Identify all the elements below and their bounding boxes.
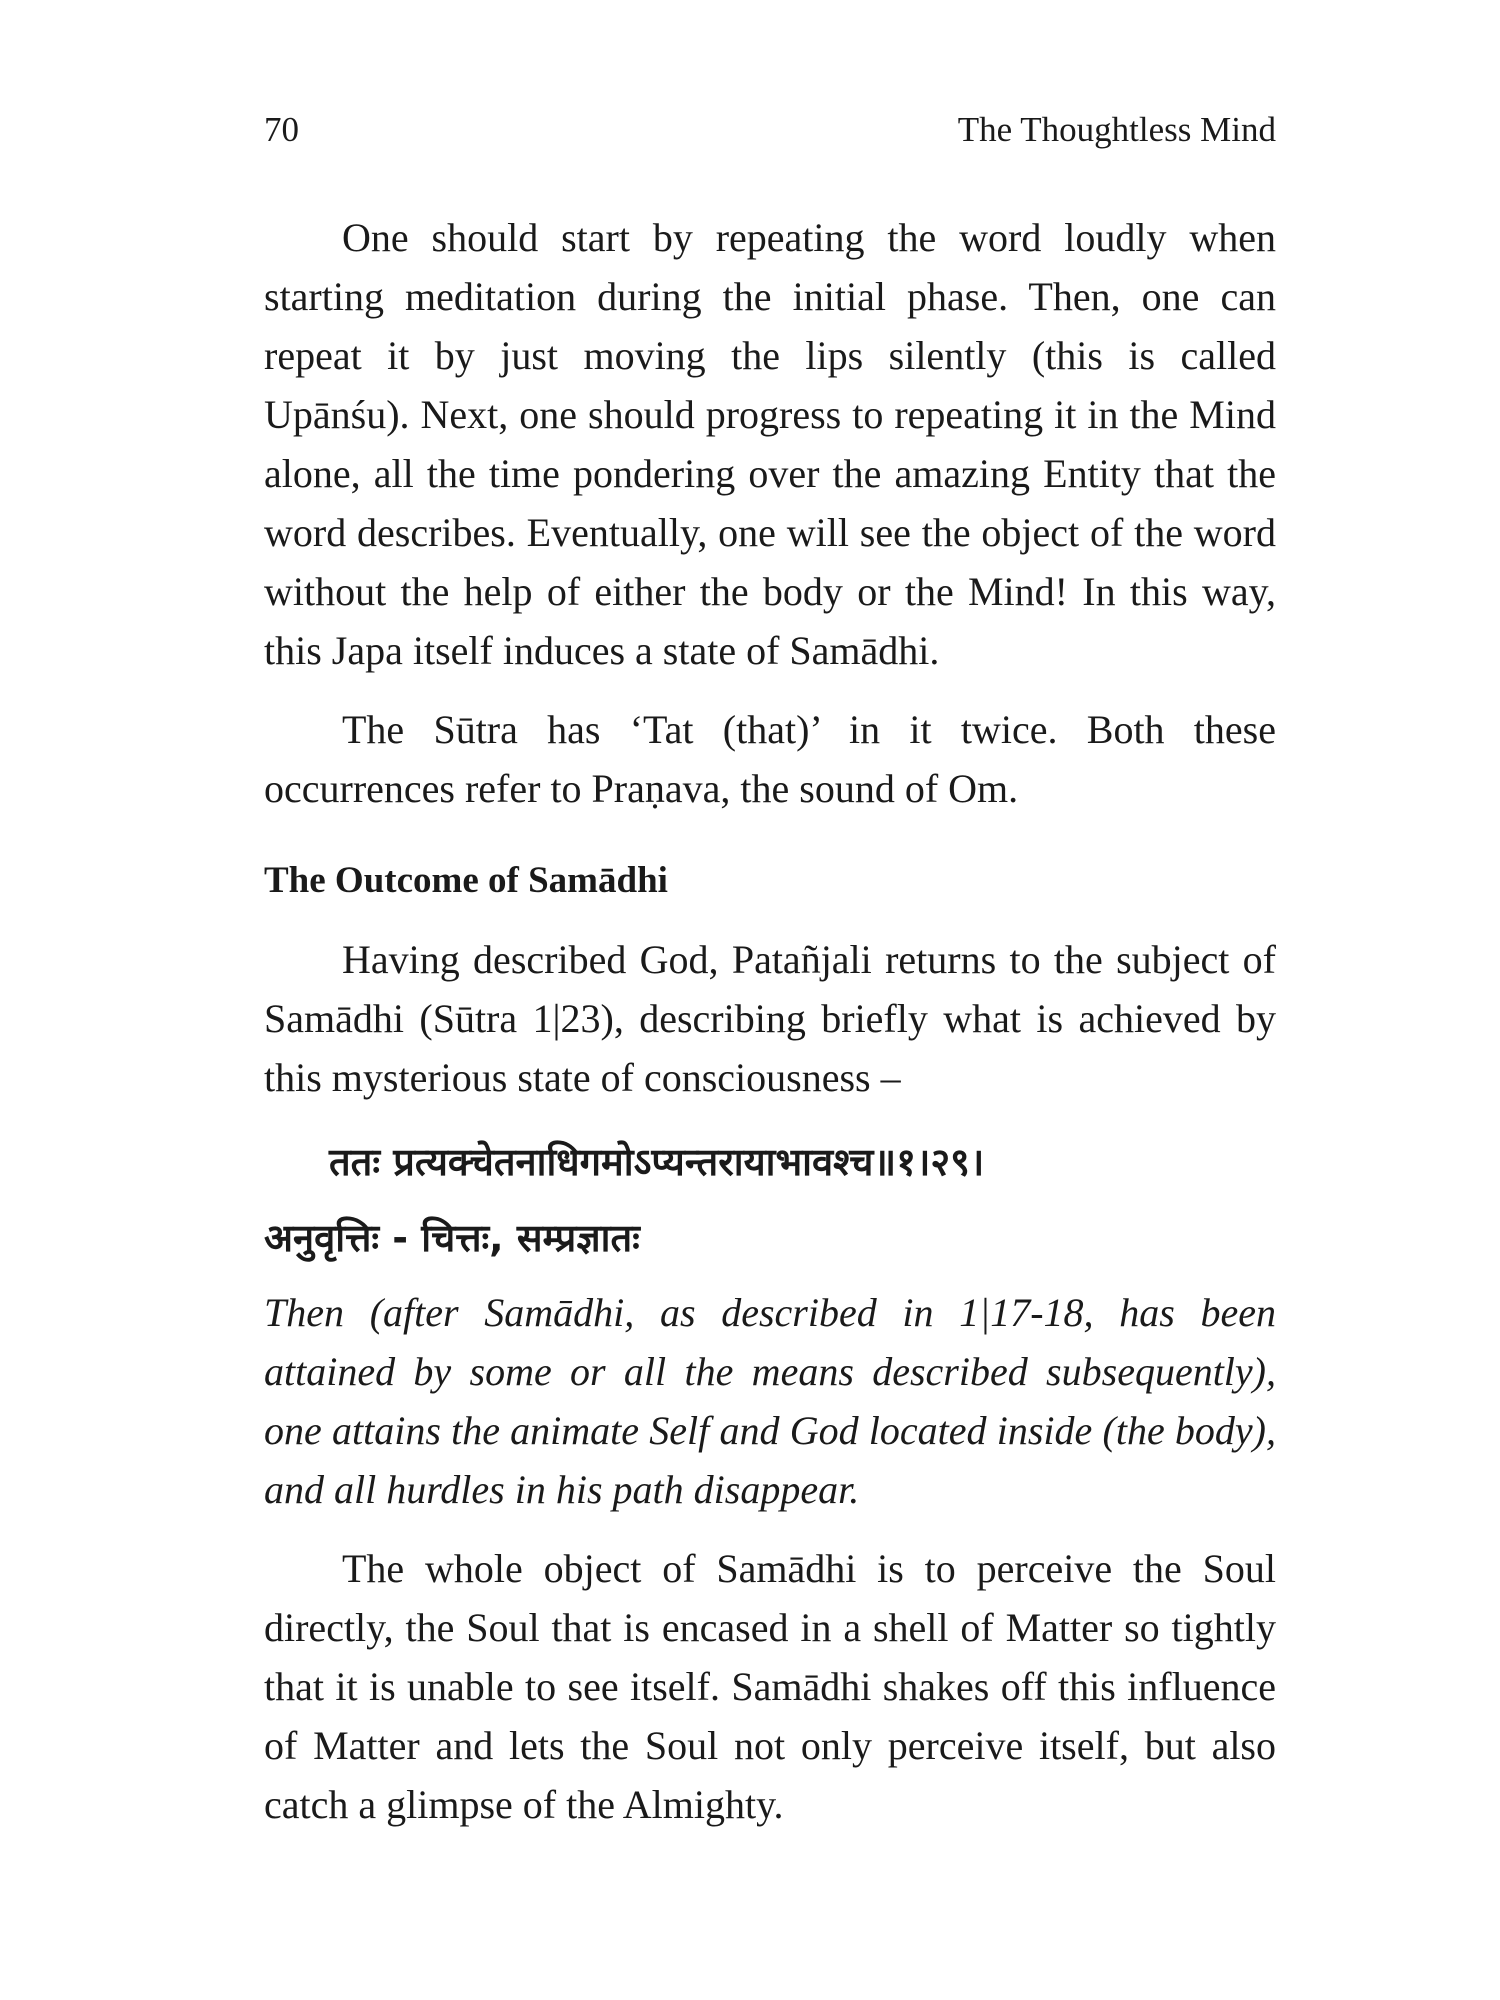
section-heading: The Outcome of Samādhi	[264, 860, 668, 901]
page-number: 70	[264, 110, 299, 149]
running-head	[264, 110, 1276, 158]
sanskrit-sutra: ततः प्रत्यक्चेतनाधिगमोऽप्यन्तरायाभावश्च॥१।२९।	[329, 1140, 985, 1184]
paragraph-sutra-tat: The Sūtra has ‘Tat (that)’ in it twice. Both these occurrences refer to Praṇava, the sound of Om.	[264, 707, 1276, 811]
paragraph-japa: One should start by repeating the word loudly when starting meditation during the initial phase. Then, one can repeat it by just moving the lips silently (this is called Upānśu). Next, one should progress to repeating it in the Mind alone, all the time pondering over the amazing Entity that the word describes. Eventually, one will see the object of the word without the help of either the body or the Mind! In this way, this Japa itself induces a state of Samādhi.	[264, 215, 1276, 673]
paragraph-soul: The whole object of Samādhi is to perceive the Soul directly, the Soul that is encased in a shell of Matter so tightly that it is unable to see itself. Samādhi shakes off this influence of Matter and lets the Soul not only perceive itself, but also catch a glimpse of the Almighty.	[264, 1546, 1276, 1827]
body-text	[264, 208, 1276, 1834]
sutra-translation: Then (after Samādhi, as described in 1|17-18, has been attained by some or all the means described subsequently), one attains the animate Self and God located inside (the body), and all hurdles in his path disappear.	[264, 1290, 1276, 1512]
anuvrtti-line: अनुवृत्तिः - चित्तः, सम्प्रज्ञातः	[264, 1216, 640, 1260]
paragraph-patanjali: Having described God, Patañjali returns to the subject of Samādhi (Sūtra 1|23), describing briefly what is achieved by this mysterious state of consciousness –	[264, 937, 1276, 1100]
running-title: The Thoughtless Mind	[957, 110, 1276, 149]
